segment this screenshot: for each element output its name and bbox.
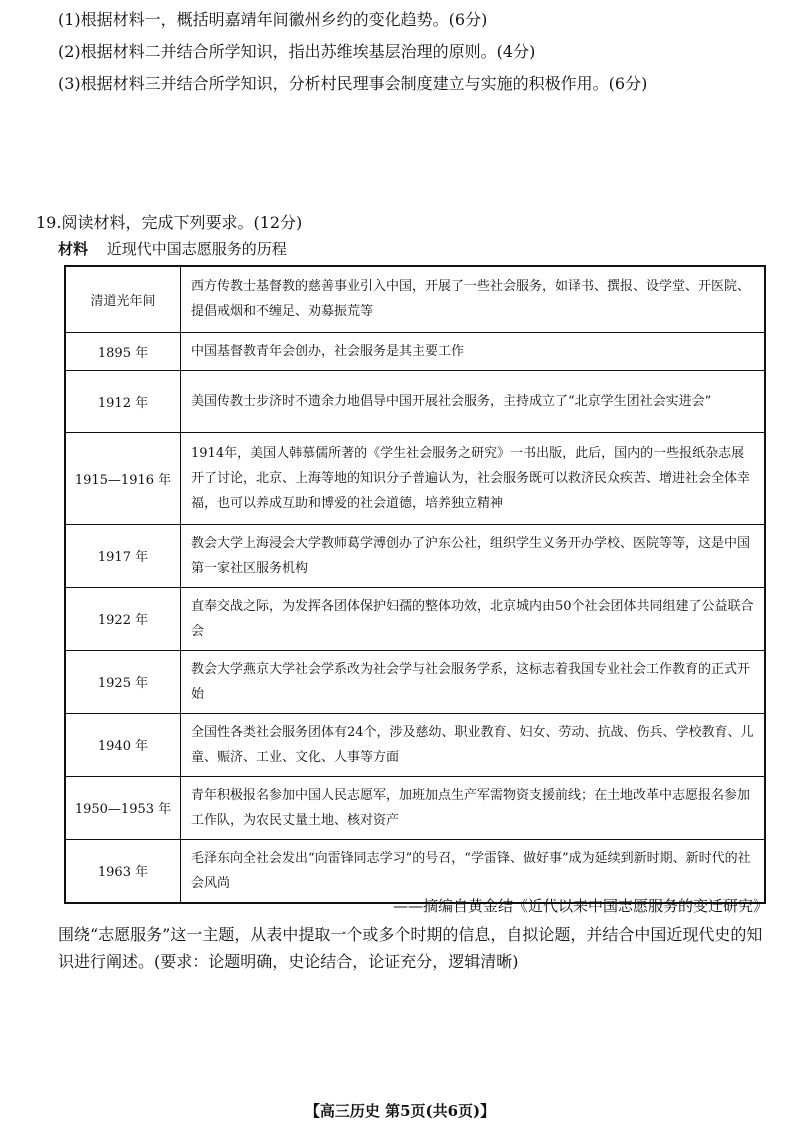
table-row: [65, 587, 765, 650]
table-row: [65, 332, 765, 370]
period-cell: 清道光年间: [65, 266, 181, 332]
event-cell: 中国基督教青年会创办，社会服务是其主要工作: [181, 332, 766, 370]
material-title-line: [58, 238, 287, 259]
question-2: (2)根据材料二并结合所学知识，指出苏维埃基层治理的原则。(4分): [58, 42, 536, 61]
material-label: 材料: [58, 240, 89, 258]
source-citation: ——摘编自黄金结《近代以来中国志愿服务的变迁研究》: [392, 897, 768, 915]
page-footer: 【高三历史 第5页(共6页)】: [304, 1102, 496, 1120]
event-cell: 美国传教士步济时不遗余力地倡导中国开展社会服务，主持成立了“北京学生团社会实进会”: [181, 370, 766, 432]
period-cell: 1925 年: [65, 650, 181, 713]
period-cell: 1940 年: [65, 713, 181, 776]
table-row: [65, 266, 765, 332]
event-cell: 青年积极报名参加中国人民志愿军，加班加点生产军需物资支援前线；在土地改革中志愿报名参加工作队，为农民丈量土地、核对资产: [181, 776, 766, 839]
question-1: (1)根据材料一，概括明嘉靖年间徽州乡约的变化趋势。(6分): [58, 10, 488, 29]
table-row: [65, 432, 765, 524]
event-cell: 教会大学上海浸会大学教师葛学溥创办了沪东公社，组织学生义务开办学校、医院等等，这是中国第一家社区服务机构: [181, 524, 766, 587]
event-cell: 全国性各类社会服务团体有24个，涉及慈幼、职业教育、妇女、劳动、抗战、伤兵、学校教育、儿童、赈济、工业、文化、人事等方面: [181, 713, 766, 776]
essay-task: 围绕“志愿服务”这一主题，从表中提取一个或多个时期的信息，自拟论题，并结合中国近现代史的知识进行阐述。(要求：论题明确，史论结合，论证充分，逻辑清晰): [58, 925, 763, 971]
table-row: [65, 839, 765, 903]
table-row: [65, 650, 765, 713]
table-row: [65, 524, 765, 587]
question-3: (3)根据材料三并结合所学知识，分析村民理事会制度建立与实施的积极作用。(6分): [58, 74, 648, 93]
period-cell: 1950—1953 年: [65, 776, 181, 839]
period-cell: 1895 年: [65, 332, 181, 370]
history-table: [64, 265, 766, 904]
event-cell: 直奉交战之际，为发挥各团体保护妇孺的整体功效，北京城内由50个社会团体共同组建了公益联合会: [181, 587, 766, 650]
table-row: [65, 370, 765, 432]
table-row: [65, 776, 765, 839]
period-cell: 1963 年: [65, 839, 181, 903]
event-cell: 教会大学燕京大学社会学系改为社会学与社会服务学系，这标志着我国专业社会工作教育的正式开始: [181, 650, 766, 713]
period-cell: 1922 年: [65, 587, 181, 650]
event-cell: 毛泽东向全社会发出“向雷锋同志学习”的号召，“学雷锋、做好事”成为延续到新时期、新时代的社会风尚: [181, 839, 766, 903]
period-cell: 1915—1916 年: [65, 432, 181, 524]
event-cell: 西方传教士基督教的慈善事业引入中国，开展了一些社会服务，如译书、撰报、设学堂、开医院、提倡戒烟和不缠足、劝募振荒等: [181, 266, 766, 332]
event-cell: 1914年，美国人韩慕儒所著的《学生社会服务之研究》一书出版，此后，国内的一些报纸杂志展开了讨论，北京、上海等地的知识分子普遍认为，社会服务既可以救济民众疾苦、增进社会全体幸福，也可以养成互助和博爱的社会道德，培养独立精神: [181, 432, 766, 524]
table-row: [65, 713, 765, 776]
material-title: 近现代中国志愿服务的历程: [106, 240, 287, 258]
period-cell: 1912 年: [65, 370, 181, 432]
period-cell: 1917 年: [65, 524, 181, 587]
question-list: [58, 10, 778, 106]
question-19-heading: 19.阅读材料，完成下列要求。(12分): [36, 213, 303, 232]
